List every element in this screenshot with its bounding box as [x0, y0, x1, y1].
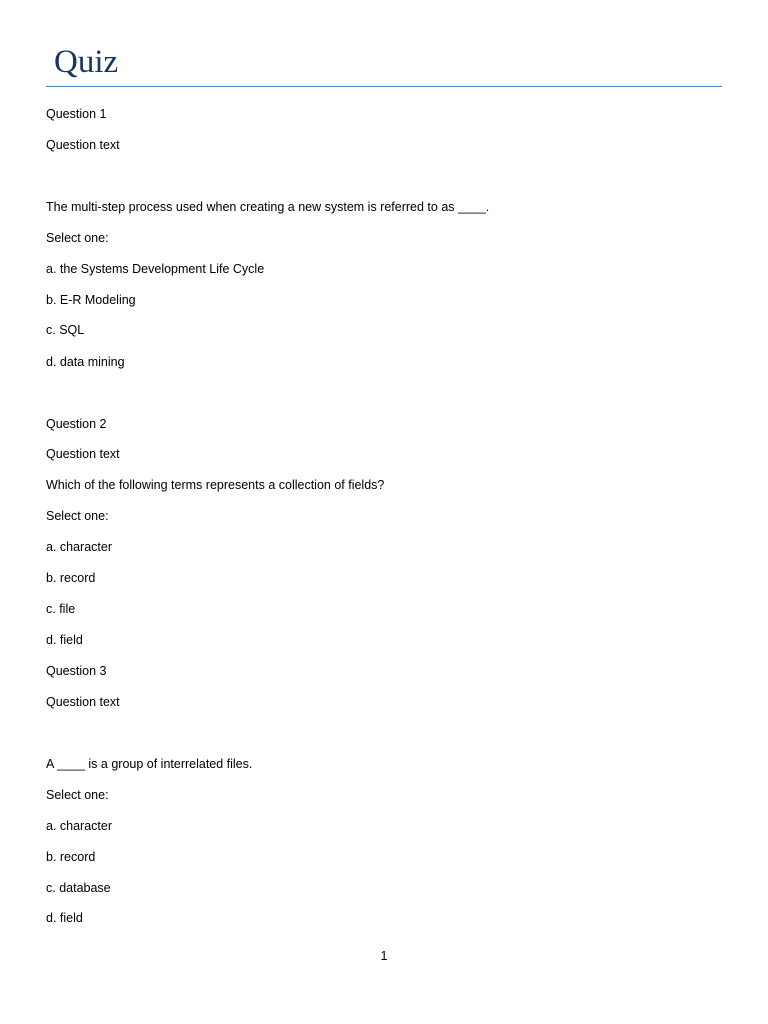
select-one-label: Select one: — [46, 509, 109, 523]
page-number: 1 — [380, 949, 388, 963]
answer-option-a: a. character — [46, 540, 113, 554]
answer-option-a: a. character — [46, 819, 113, 833]
question-prompt: A ____ is a group of interrelated files. — [46, 757, 253, 771]
answer-option-d: d. field — [46, 911, 83, 925]
answer-option-c: c. SQL — [46, 323, 85, 337]
title-divider — [46, 86, 722, 87]
question-subheading: Question text — [46, 447, 120, 461]
answer-option-a: a. the Systems Development Life Cycle — [46, 262, 265, 276]
answer-option-d: d. data mining — [46, 355, 125, 369]
question-prompt: The multi-step process used when creating a new system is referred to as ____. — [46, 200, 490, 214]
answer-option-b: b. E-R Modeling — [46, 293, 136, 307]
question-prompt: Which of the following terms represents a collection of fields? — [46, 478, 385, 492]
question-subheading: Question text — [46, 138, 120, 152]
answer-option-d: d. field — [46, 633, 83, 647]
select-one-label: Select one: — [46, 788, 109, 802]
answer-option-b: b. record — [46, 850, 96, 864]
select-one-label: Select one: — [46, 231, 109, 245]
question-heading: Question 3 — [46, 664, 107, 678]
answer-option-b: b. record — [46, 571, 96, 585]
question-heading: Question 2 — [46, 417, 107, 431]
question-heading: Question 1 — [46, 107, 107, 121]
answer-option-c: c. database — [46, 881, 111, 895]
question-subheading: Question text — [46, 695, 120, 709]
answer-option-c: c. file — [46, 602, 76, 616]
page-title: Quiz — [54, 44, 119, 80]
